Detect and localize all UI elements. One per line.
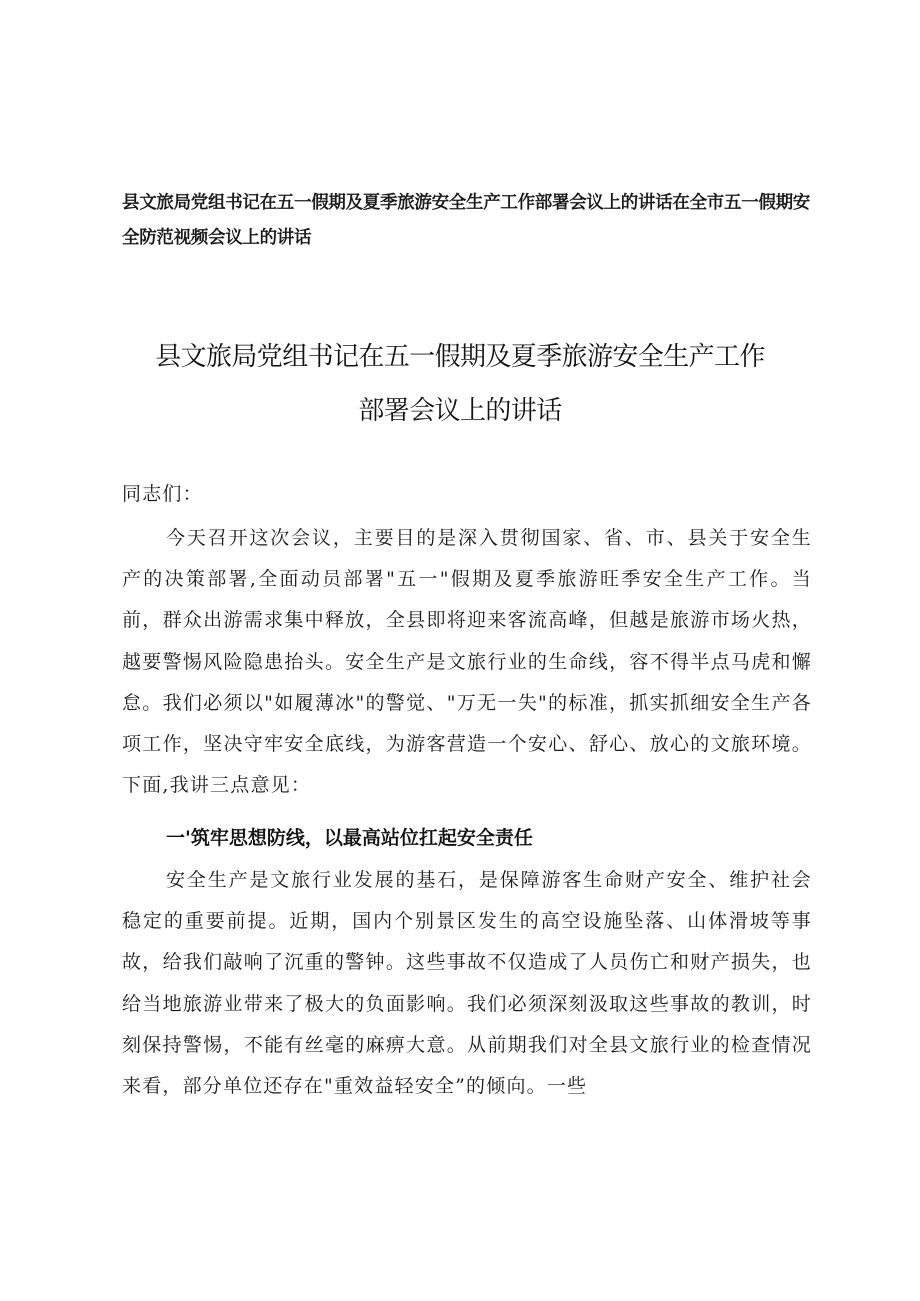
paragraph-section-1: 安全生产是文旅行业发展的基石，是保障游客生命财产安全、维护社会稳定的重要前提。近期，国内个别景区发生的高空设施坠落、山体滑坡等事故，给我们敲响了沉重的警钟。这些事故不仅造成了人员伤亡和财产损失，也给当地旅游业带来了极大的负面影响。我们必须深刻汲取这些事故的教训，时刻保持警惕，不能有丝毫的麻痹大意。从前期我们对全县文旅行业的检查情况来看，部分单位还存在"重效益轻安全”的倾向。一些: [122, 869, 812, 1098]
speech-title-line-2: 部署会议上的讲话: [358, 396, 562, 426]
document-header-title: 县文旅局党组书记在五一假期及夏季旅游安全生产工作部署会议上的讲话在全市五一假期安全防范视频会议上的讲话: [122, 193, 810, 248]
section-heading-1: 一'筑牢思想防线，以最高站位扛起安全责任: [166, 827, 533, 849]
paragraph-intro: 今天召开这次会议，主要目的是深入贯彻国家、省、市、县关于安全生产的决策部署,全面动员部署"五一"假期及夏季旅游旺季安全生产工作。当前，群众出游需求集中释放，全县即将迎来客流高峰，但越是旅游市场火热，越要警惕风险隐患抬头。安全生产是文旅行业的生命线，容不得半点马虎和懈怠。我们必须以"如履薄冰"的警觉、"万无一失"的标准，抓实抓细安全生产各项工作，坚决守牢安全底线，为游客营造一个安心、舒心、放心的文旅环境。下面,我讲三点意见：: [122, 527, 812, 797]
salutation: 同志们：: [122, 483, 203, 505]
speech-title: [100, 330, 820, 438]
speech-title-line-1: 县文旅局党组书记在五一假期及夏季旅游安全生产工作: [155, 342, 765, 372]
